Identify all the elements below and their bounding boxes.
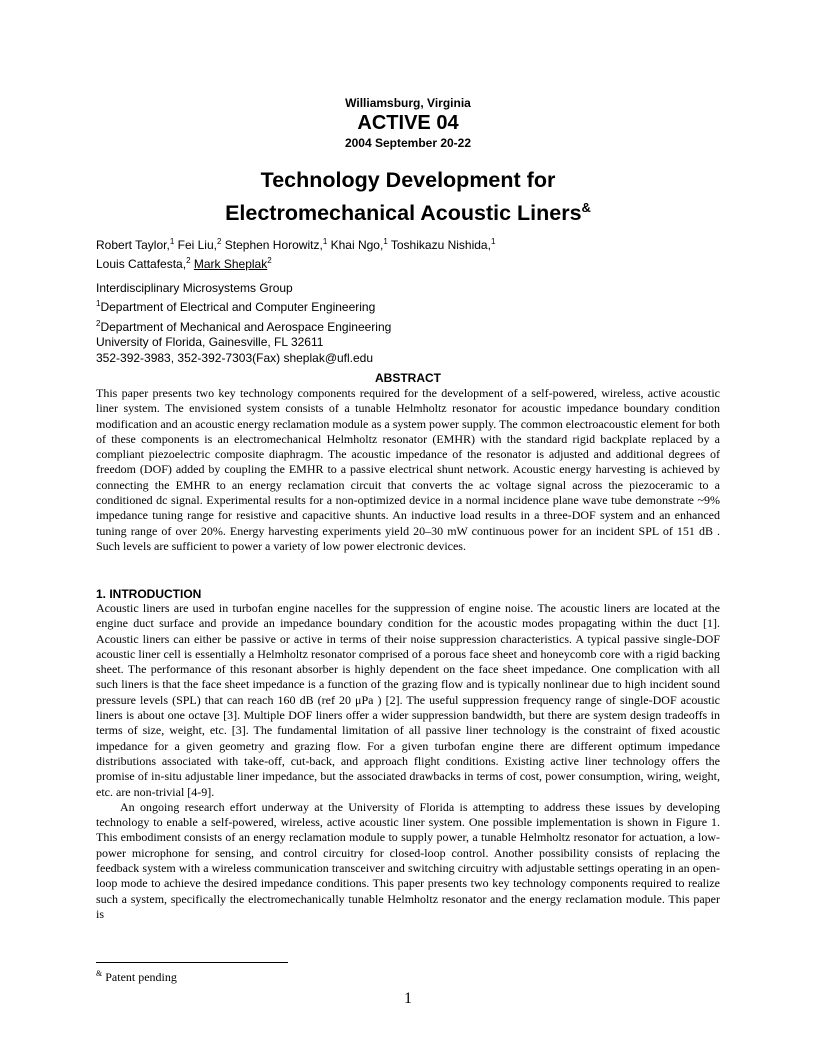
author-affil-sup: 1 <box>169 237 175 246</box>
intro-paragraph-1: Acoustic liners are used in turbofan engine nacelles for the suppression of engine noise. The acoustic liners are located at the engine duct surface and provide an impedance boundary condition for the acoustic modes propagating within the duct [1]. Acoustic liners can either be passive or active in terms of their noise suppression characteristics. A typical passive single-DOF acoustic liner cell is essentially a Helmholtz resonator comprised of a porous face sheet and honeycomb core with a rigid backing sheet. The performance of this resonant absorber is highly dependent on the face sheet impedance. One complication with all such liners is that the face sheet impedance is a function of the grazing flow and is typically nonlinear due to high incident sound pressure levels (SPL) that can reach 160 dB (ref 20 μPa ) [2]. The useful suppression frequency range of single-DOF acoustic liners is about one octave [3]. Multiple DOF liners offer a wider suppression bandwidth, but there are system design tradeoffs in terms of size, weight, etc. [3]. The fundamental limitation of all passive liner technology is the constraint of fixed acoustic impedance for a given geometry and grazing flow. For a given turbofan engine there are different optimum impedance distributions associated with take-off, cut-back, and approach flight conditions. Existing active liner technology offers the promise of in-situ adjustable liner impedance, but the associated drawbacks in terms of cost, power consumption, wiring, weight, etc. are non-trivial [4-9]. <box>96 601 720 799</box>
author-affil-sup: 1 <box>383 237 388 246</box>
affil-dept-text: Department of Electrical and Computer Engineering <box>100 300 376 315</box>
affiliation-block <box>96 281 736 366</box>
footnote-mark: & <box>96 969 103 978</box>
abstract-heading: ABSTRACT <box>375 371 441 385</box>
author-affil-sup: 2 <box>267 256 272 265</box>
author-name: Toshikazu Nishida, <box>387 238 491 252</box>
title-line-2-text: Electromechanical Acoustic Liners <box>225 201 582 226</box>
author-name: Khai Ngo, <box>327 238 384 252</box>
footnote-text: Patent pending <box>102 970 177 984</box>
author-affil-sup: 2 <box>216 237 222 246</box>
author-name: Louis Cattafesta, <box>96 257 187 271</box>
page-number: 1 <box>404 990 412 1007</box>
title-line-2 <box>0 194 816 227</box>
author-line-2 <box>96 253 736 272</box>
footnote <box>96 969 177 985</box>
affiliation-dept-2 <box>96 316 736 335</box>
author-affil-sup: 1 <box>490 237 496 246</box>
corresponding-author-name: Mark Sheplak <box>193 257 268 271</box>
author-name: Robert Taylor, <box>96 238 170 252</box>
author-name: Stephen Horowitz, <box>221 238 323 252</box>
conference-location: Williamsburg, Virginia <box>345 96 471 110</box>
affiliation-dept-1 <box>96 296 736 315</box>
introduction-body <box>96 601 720 922</box>
affil-sup: 2 <box>96 318 101 328</box>
conference-name: ACTIVE 04 <box>357 112 459 134</box>
title-patent-mark: & <box>581 200 591 215</box>
author-affil-sup: 2 <box>186 256 191 265</box>
author-list <box>96 234 736 272</box>
author-line-1 <box>96 234 736 253</box>
intro-paragraph-2: An ongoing research effort underway at the University of Florida is attempting to address these issues by developing technology to enable a self-powered, wireless, active acoustic liner system. One possible implementation is shown in Figure 1. This embodiment consists of an energy reclamation module to supply power, a tunable Helmholtz resonator for actuation, a low-power microphone for sensing, and control circuitry for closed-loop control. Another possibility consists of replacing the feedback system with a wireless communication transceiver and switching circuitry with adjustable settings operating in an open-loop mode to achieve the desired impedance conditions. This paper presents two key technology components required to realize such a system, specifically the electromechanically tunable Helmholtz resonator and the energy reclamation module. This paper is <box>96 799 720 921</box>
affil-sup: 1 <box>96 299 101 309</box>
paper-title <box>0 167 816 227</box>
affiliation-contact: 352-392-3983, 352-392-7303(Fax) sheplak@ufl.edu <box>96 350 374 365</box>
author-affil-sup: 1 <box>322 237 328 246</box>
affiliation-university: University of Florida, Gainesville, FL 32611 <box>96 335 324 350</box>
conference-date: 2004 September 20-22 <box>344 136 472 150</box>
affil-dept-text: Department of Mechanical and Aerospace Engineering <box>100 319 392 334</box>
abstract-text: This paper presents two key technology components required for the development of a self-powered, wireless, active acoustic liner system. The envisioned system consists of a tunable Helmholtz resonator for acoustic impedance boundary condition modification and an acoustic energy reclamation module as a system power supply. The common electroacoustic element for both of these components is an electromechanical Helmholtz resonator (EMHR) with the standard rigid backplate replaced by a compliant piezoelectric composite diaphragm. The acoustic impedance of the resonator is adjusted and additional degrees of freedom (DOF) added by coupling the EMHR to a passive electrical shunt network. Acoustic energy harvesting is achieved by connecting the EMHR to an energy reclamation circuit that converts the ac voltage signal across the piezoceramic to a conditioned dc signal. Experimental results for a non-optimized device in a normal incidence plane wave tube demonstrate ~9% impedance tuning range for resistive and capacitive shunts. An inductive load results in a three-DOF system and an enhanced tuning range of over 20%. Energy harvesting experiments yield 20–30 mW continuous power for an incident SPL of 151 dB . Such levels are sufficient to power a variety of low power electronic devices. <box>96 386 720 553</box>
affiliation-group: Interdisciplinary Microsystems Group <box>96 281 293 295</box>
section-heading-introduction: 1. INTRODUCTION <box>96 587 202 601</box>
title-line-1: Technology Development for <box>260 168 556 192</box>
author-name: Fei Liu, <box>174 238 217 252</box>
footnote-rule <box>96 962 288 963</box>
